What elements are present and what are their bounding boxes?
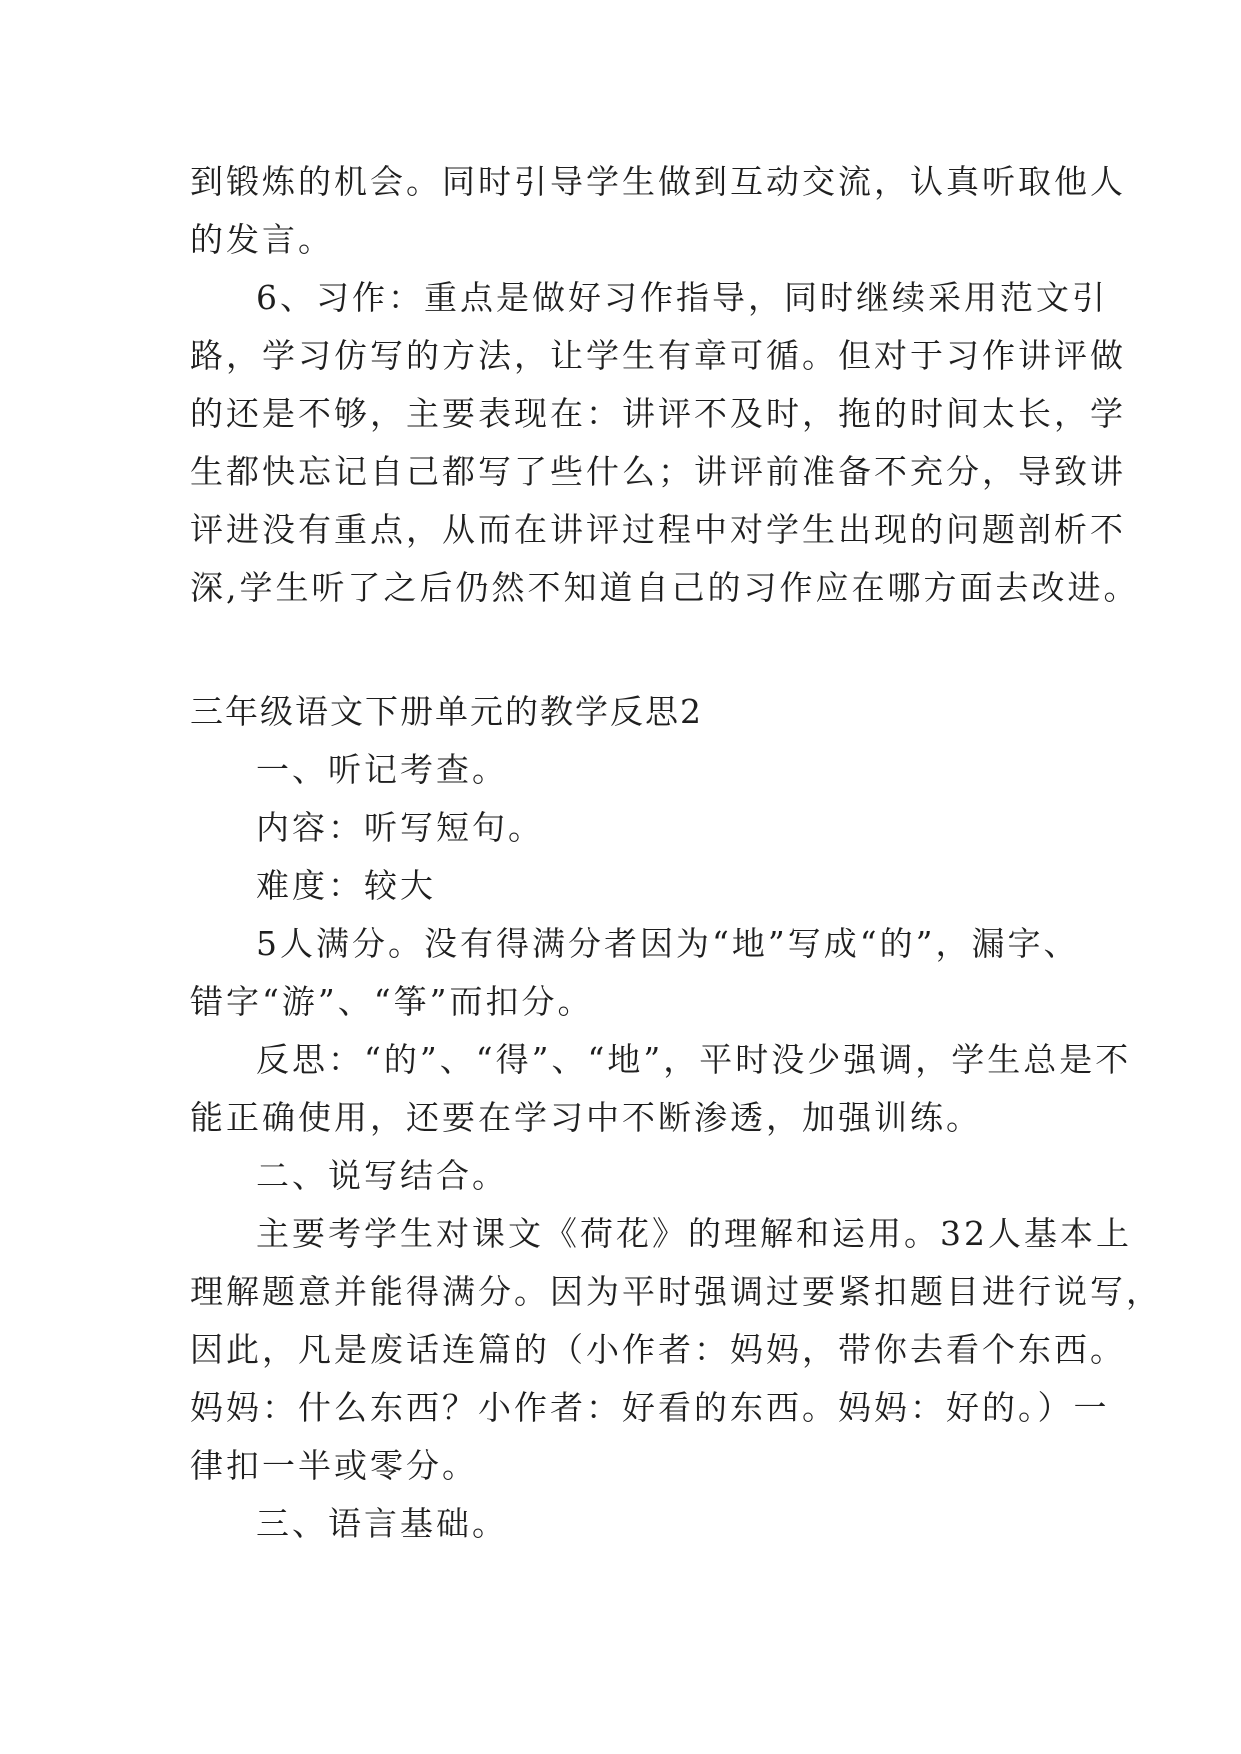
section-title: 三年级语文下册单元的教学反思2 xyxy=(190,692,703,731)
text-line: 的还是不够，主要表现在：讲评不及时，拖的时间太长，学 xyxy=(190,394,1126,433)
text-line: 律扣一半或零分。 xyxy=(190,1446,478,1485)
paragraph-block-one xyxy=(190,153,1140,617)
text-line: 因此，凡是废话连篇的（小作者：妈妈，带你去看个东西。 xyxy=(190,1330,1126,1369)
text-line: 到锻炼的机会。同时引导学生做到互动交流，认真听取他人 xyxy=(190,162,1126,201)
text-line: 深,学生听了之后仍然不知道自己的习作应在哪方面去改进。 xyxy=(190,568,1140,607)
text-line: 生都快忘记自己都写了些什么；讲评前准备不充分，导致讲 xyxy=(190,452,1126,491)
text-line: 评进没有重点，从而在讲评过程中对学生出现的问题剖析不 xyxy=(190,510,1126,549)
text-line: 理解题意并能得满分。因为平时强调过要紧扣题目进行说写， xyxy=(190,1272,1162,1311)
paragraph-block-two xyxy=(190,741,1162,1553)
text-line: 反思：“的”、“得”、“地”，平时没少强调，学生总是不 xyxy=(256,1040,1132,1079)
text-line: 妈妈：什么东西？小作者：好看的东西。妈妈：好的。）一 xyxy=(190,1388,1110,1427)
text-line: 内容：听写短句。 xyxy=(256,808,544,847)
text-line: 6、习作：重点是做好习作指导，同时继续采用范文引 xyxy=(256,278,1108,317)
text-line: 错字“游”、“筝”而扣分。 xyxy=(190,982,594,1021)
text-line: 能正确使用，还要在学习中不断渗透，加强训练。 xyxy=(190,1098,982,1137)
text-line: 5人满分。没有得满分者因为“地”写成“的”，漏字、 xyxy=(256,924,1080,963)
text-line: 的发言。 xyxy=(190,220,334,259)
text-line: 主要考学生对课文《荷花》的理解和运用。32人基本上 xyxy=(256,1214,1132,1253)
text-line: 难度：较大 xyxy=(256,866,436,905)
text-line: 二、说写结合。 xyxy=(256,1156,508,1195)
text-line: 三、语言基础。 xyxy=(256,1504,508,1543)
text-line: 路，学习仿写的方法，让学生有章可循。但对于习作讲评做 xyxy=(190,336,1126,375)
text-line: 一、听记考查。 xyxy=(256,750,508,789)
